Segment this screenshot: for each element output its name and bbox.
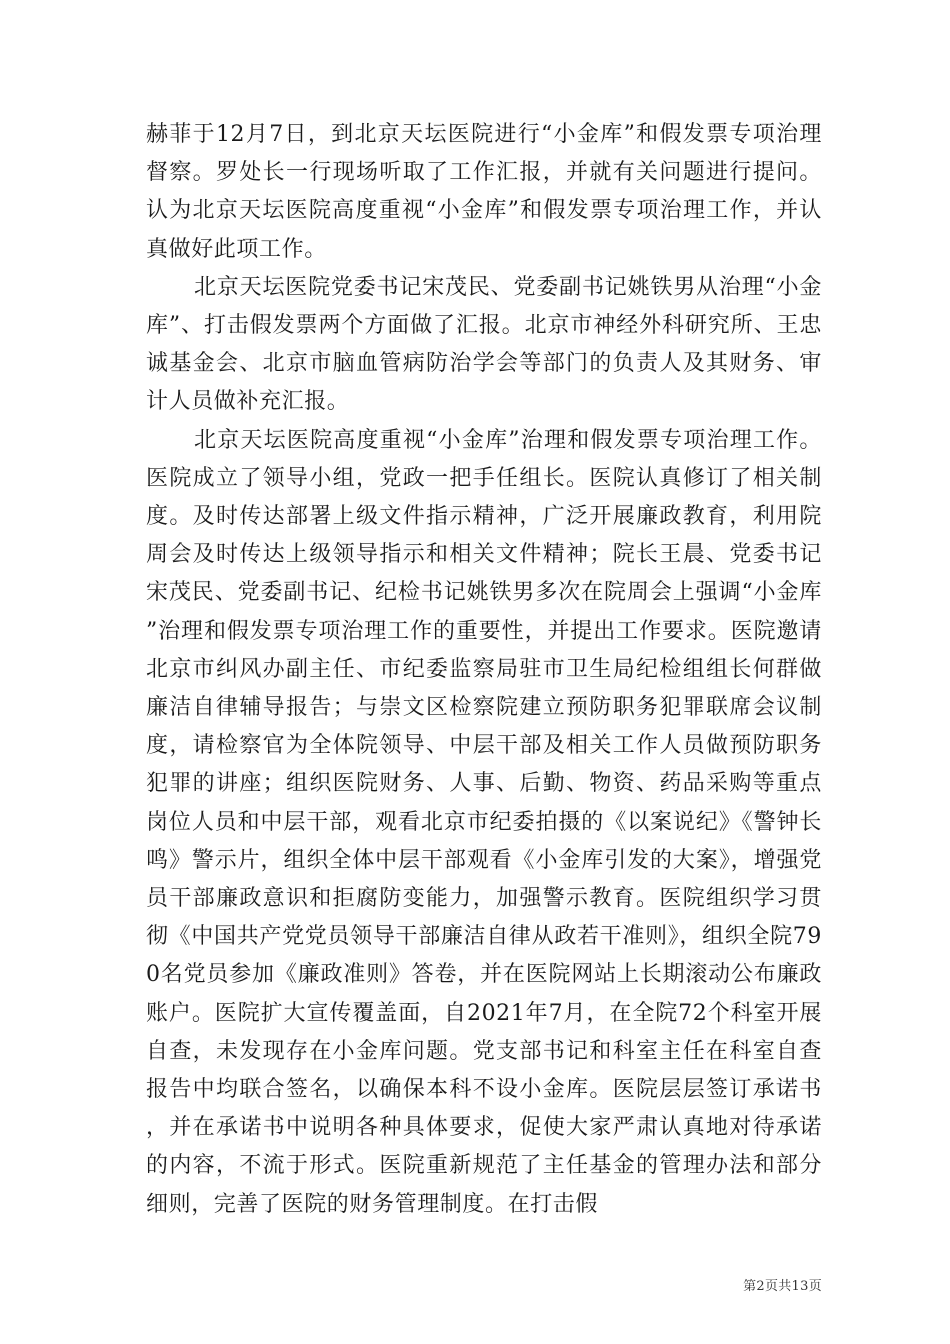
document-body — [146, 116, 822, 1224]
page-number: 第2页共13页 — [743, 1279, 822, 1294]
paragraph-1: 赫菲于12月7日，到北京天坛医院进行“小金库”和假发票专项治理督察。罗处长一行现场听取了工作汇报，并就有关问题进行提问。认为北京天坛医院高度重视“小金库”和假发票专项治理工作，并认真做好此项工作。 — [146, 122, 822, 262]
paragraph-3: 北京天坛医院高度重视“小金库”治理和假发票专项治理工作。医院成立了领导小组，党政一把手任组长。医院认真修订了相关制度。及时传达部署上级文件指示精神，广泛开展廉政教育，利用院周会及时传达上级领导指示和相关文件精神；院长王晨、党委书记宋茂民、党委副书记、纪检书记姚铁男多次在院周会上强调“小金库”治理和假发票专项治理工作的重要性，并提出工作要求。医院邀请北京市纠风办副主任、市纪委监察局驻市卫生局纪检组组长何群做廉洁自律辅导报告；与崇文区检察院建立预防职务犯罪联席会议制度，请检察官为全体院领导、中层干部及相关工作人员做预防职务犯罪的讲座；组织医院财务、人事、后勤、物资、药品采购等重点岗位人员和中层干部，观看北京市纪委拍摄的《以案说纪》《警钟长鸣》警示片，组织全体中层干部观看《小金库引发的大案》，增强党员干部廉政意识和拒腐防变能力，加强警示教育。医院组织学习贯彻《中国共产党党员领导干部廉洁自律从政若干准则》，组织全院790名党员参加《廉政准则》答卷，并在医院网站上长期滚动公布廉政账户。医院扩大宣传覆盖面，自2021年7月，在全院72个科室开展自查，未发现存在小金库问题。党支部书记和科室主任在科室自查报告中均联合签名，以确保本科不设小金库。医院层层签订承诺书，并在承诺书中说明各种具体要求，促使大家严肃认真地对待承诺的内容，不流于形式。医院重新规范了主任基金的管理办法和部分细则，完善了医院的财务管理制度。在打击假 — [146, 427, 822, 1217]
paragraph-2: 北京天坛医院党委书记宋茂民、党委副书记姚铁男从治理“小金库”、打击假发票两个方面做了汇报。北京市神经外科研究所、王忠诚基金会、北京市脑血管病防治学会等部门的负责人及其财务、审计人员做补充汇报。 — [146, 274, 822, 415]
